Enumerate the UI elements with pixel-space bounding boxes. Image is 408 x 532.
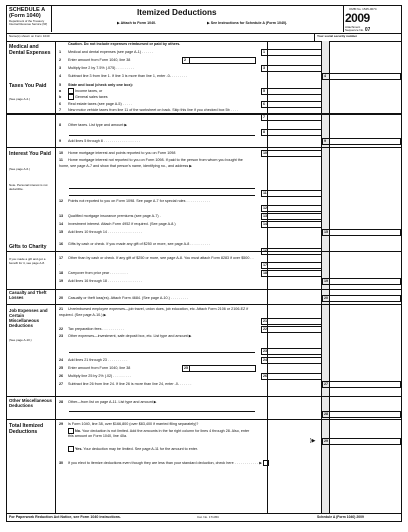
line-3-amount-field[interactable] [268,65,322,72]
line-5a-label: Income taxes, or [75,89,103,93]
line-14-label: Investment interest. Attach Form 4952 if required. (See page A-8.) [68,222,176,226]
line-4-amount-field[interactable] [330,73,401,80]
section-interest [7,148,401,252]
line-26-number-box: 26 [263,374,267,378]
line-8-writein[interactable] [69,135,255,136]
line-24: 24 Add lines 21 through 23 . . . . . . . . . . [59,358,128,362]
line-10: 10 Home mortgage interest and points reported to you on Form 1098 [59,151,176,155]
line-17-number-box: 17 [263,263,267,267]
line-28-amount-field[interactable] [330,411,401,418]
line-24-amount-field[interactable] [268,357,322,364]
line-3-number-box: 3 [261,65,268,72]
line-13-amount-field[interactable] [268,213,322,220]
year-suffix: 09 [357,12,370,24]
line-27-label: Subtract line 26 from line 24. If line 26 is more than line 24, enter -0- . . . . . . [68,382,192,386]
line-12: 12 Points not reported to you on Form 1098. See page A-7 for special rules . . . . . . . . . . . . [59,199,211,203]
line-12-amount-field[interactable] [268,205,322,212]
line-6: 6 Real estate taxes (see page A-5) . . . . . [59,102,132,106]
line-30: 30 If you elect to itemize deductions even though they are less than your standard deduction, check here . . . . . . . . . . . . ▶ [59,460,309,472]
section-casualty [7,290,401,305]
line-23-amount-field[interactable] [268,348,322,355]
section-taxes [7,80,401,148]
jobexp-heading: Job Expenses and Certain Miscellaneous Deductions [9,308,48,328]
line-16: 16 Gifts by cash or check. If you made any gift of $250 or more, see page A-8 . . . . . . . . . . [59,242,210,246]
line-12-label: Points not reported to you on Form 1098. See page A-7 for special rules . . . . . . . . . . . . [68,199,211,203]
line-30-label: If you elect to itemize deductions even though they are less than your standard deduction, check here . . . . . . . . . . . . ▶ [68,460,263,465]
line-19-label: Add lines 16 through 18 . . . . . . . . . . . . . . . . . [68,279,142,283]
line-5-amount-field[interactable] [268,88,322,95]
line-29-yes-text: Your deduction may be limited. See page A-11 for the amount to enter. [83,446,198,451]
interest-note: Note. Personal interest is not deductible. [9,183,48,191]
line-2-label: Enter amount from Form 1040, line 38 [68,58,131,62]
line-23-number-box: 23 [263,349,267,353]
line-27-number-box: 27 [324,382,328,386]
line-10-amount-field[interactable] [268,150,322,157]
line-1-amount-field[interactable] [268,49,322,56]
ssn-label: Your social security number [317,34,358,38]
line-1-number-box: 1 [261,49,268,56]
line-2-number-box: 2 [182,57,190,64]
footer-catalog-number: Cat. No. 17145C [197,515,220,519]
line-11-writein-2[interactable] [69,195,255,196]
line-13: 13 Qualified mortgage insurance premiums (see page A-7) . [59,214,161,218]
interest-subnote: (See page A-6.) [9,167,31,171]
checkbox-30[interactable] [263,460,269,466]
attachment-sequence [345,26,370,33]
medical-caution [59,41,309,47]
line-21-label: Unreimbursed employee expenses—job travel, union dues, job education, etc. Attach Form 2106 or 2106-EZ if required. (See page A-10.) ▶ [59,307,249,317]
checkbox-5b[interactable] [68,94,74,100]
line-29-label: Is Form 1040, line 38, over $166,800 (over $83,400 if married filing separately)? [68,422,199,426]
footer-form-id: Schedule A (Form 1040) 2009 [317,515,364,519]
line-8-amount-field[interactable] [268,129,322,136]
schedule-a-form [6,5,402,522]
taxes-heading: Taxes You Paid [9,83,47,89]
line-20-number-box: 20 [324,296,328,300]
line-23-writein[interactable] [69,352,255,353]
line-5b: b General sales taxes [59,95,108,99]
department-label [9,20,47,26]
checkbox-29-no[interactable] [68,428,74,434]
section-job-expenses [7,305,401,397]
line-10-number-box: 10 [263,151,267,155]
ssn-divider [314,34,315,41]
line-9-number-box: 9 [322,138,330,145]
line-20-label: Casualty or theft loss(es). Attach Form 4684. (See page A-10.) . . . . . . . . . [68,296,189,300]
line-26-label: Multiply line 25 by 2% (.02) . . . . . . . . . [68,374,131,378]
line-15: 15 Add lines 10 through 14 . . . . . . . . . . . . . . . . . [59,230,142,234]
tax-year [345,12,370,24]
line-20: 20 Casualty or theft loss(es). Attach Form 4684. (See page A-10.) . . . . . . . . . [59,296,189,300]
line-29: 29 Is Form 1040, line 38, over $166,800 (over $83,400 if married filing separately)? [59,422,199,426]
line-14: 14 Investment interest. Attach Form 4952 if required. (See page A-8.) [59,222,176,226]
attach-note: ▶ Attach to Form 1040. [117,21,157,25]
line-7: 7 New motor vehicle taxes from line 11 of the worksheet on back. Skip this line if you checked box 5b . . . . [59,108,238,112]
total-heading: Total Itemized Deductions [9,423,44,435]
line-5a: a Income taxes, or [59,89,103,93]
line-28-label: Other—from list on page A-11. List type and amount ▶ [68,400,157,404]
caution-text: Caution. Do not include expenses reimbursed or paid by others. [68,42,181,46]
line-5: 5 State and local (check only one box): [59,83,133,87]
line-15-number-box: 15 [324,230,328,234]
name-label: Name(s) shown on Form 1040 [9,34,50,38]
line-17-amount-field[interactable] [268,262,322,269]
line-7-label: New motor vehicle taxes from line 11 of the worksheet on back. Skip this line if you checked box 5b . . . . [68,108,238,112]
line-23: 23 Other expenses—investment, safe deposit box, etc. List type and amount ▶ [59,334,192,338]
section-total [7,420,401,513]
footer-rule [7,513,401,514]
header-divider-right [343,6,344,32]
line-5-label: State and local (check only one box): [68,83,133,87]
line-15-label: Add lines 10 through 14 . . . . . . . . . . . . . . . . . [68,230,142,234]
form-title: Itemized Deductions [137,8,217,17]
line-21-amount-field[interactable] [268,318,322,325]
line-4-number-box: 4 [322,73,330,80]
line-29-no-label: No. [75,428,81,433]
line-5b-label: General sales taxes [75,95,108,99]
line-24-label: Add lines 21 through 23 . . . . . . . . . . [68,358,128,362]
line-10-label: Home mortgage interest and points reported to you on Form 1098 [68,151,176,155]
sequence-label: Sequence No. [345,28,365,33]
section-gifts [7,241,401,290]
line-29-yes [68,446,254,458]
line-19-amount-field[interactable] [330,278,401,285]
line-11-label: Home mortgage interest not reported to you on Form 1098. If paid to the person from whom you bought the home, see page A-7 and show that person's name, identifying no., and address ▶ [59,158,243,168]
line-17: 17 Other than by cash or check. If any gift of $250 or more, see page A-8. You must attach Form 8283 if over $500 . . . [59,256,254,266]
footer-paperwork-notice: For Paperwork Reduction Act Notice, see Form 1040 instructions. [9,515,121,519]
line-29-no [68,428,254,446]
checkbox-29-yes[interactable] [68,446,74,452]
line-13-label: Qualified mortgage insurance premiums (see page A-7) . [68,214,161,218]
line-8: 8 Other taxes. List type and amount ▶ [59,123,128,127]
line-4-label: Subtract line 3 from line 1. If line 3 is more than line 1, enter -0- . . . . . . . . [68,74,188,78]
line-18: 18 Carryover from prior year . . . . . . . . . [59,271,128,275]
line-3-label: Multiply line 2 by 7.5% (.075) . . . . . . . . . [68,66,134,70]
line-22-amount-field[interactable] [268,326,322,333]
dept-line2: Internal Revenue Service (99) [9,22,48,27]
omb-number: OMB No. 1545-0074 [349,7,377,11]
line-18-number-box: 18 [263,271,267,275]
line-21-number-box: 21 [263,319,267,323]
othermisc-heading: Other Miscellaneous Deductions [9,398,52,408]
attachment-label: Attachment [345,26,361,29]
instructions-note: ▶ See Instructions for Schedule A (Form 1040). [207,21,288,25]
line-19-number-box: 19 [324,279,328,283]
line-25-label: Enter amount from Form 1040, line 38 [68,366,131,370]
line-19: 19 Add lines 16 through 18 . . . . . . . . . . . . . . . . . [59,279,142,283]
casualty-heading: Casualty and Theft Losses [9,290,47,300]
sequence-number: 07 [364,27,371,33]
line-9-amount-field[interactable] [330,138,401,145]
line-7-amount-field[interactable] [268,114,322,121]
line-1: 1 Medical and dental expenses (see page A-1) . . . . . . [59,50,154,54]
schedule-name: SCHEDULE A [9,7,46,13]
line-18-amount-field[interactable] [268,270,322,277]
taxes-subnote: (See page A-2.) [9,97,31,101]
dept-line1: Department of the Treasury [9,20,45,23]
line-28: 28 Other—from list on page A-11. List type and amount ▶ [59,400,157,404]
line-28-writein[interactable] [69,411,255,412]
line-6-number-box: 6 [261,101,268,108]
line-29-arrow-icon: }▶ [310,438,316,444]
line-23-label: Other expenses—investment, safe deposit box, etc. List type and amount ▶ [68,334,192,338]
line-20-amount-field[interactable] [330,295,401,302]
line-8-number-box: 8 [261,129,268,136]
line-24-number-box: 24 [263,358,267,362]
line-26: 26 Multiply line 25 by 2% (.02) . . . . . . . . . [59,374,131,378]
line-9-label: Add lines 5 through 8 . . . . . . . . . . . . . . . . . . [68,139,140,143]
medical-heading: Medical and Dental Expenses [9,44,51,56]
line-25-amount-field[interactable] [190,365,256,372]
line-6-amount-field[interactable] [268,101,322,108]
line-11: 11 Home mortgage interest not reported to you on Form 1098. If paid to the person from whom you bought the home, see page A-7 and show that person's name, identifying no., and address ▶ [59,158,243,168]
line-2: 2 Enter amount from Form 1040, line 38 [59,58,131,62]
line-11-amount-field[interactable] [268,190,322,197]
line-21: 21 Unreimbursed employee expenses—job travel, union dues, job education, etc. Attach Form 2106 or 2106-EZ if required. (See page A-10.) ▶ [59,307,249,317]
line-27-amount-field[interactable] [330,381,401,388]
line-11-writein-1[interactable] [69,188,255,189]
line-11-number-box: 11 [263,191,267,195]
line-2-amount-field[interactable] [190,57,256,64]
line-8-label: Other taxes. List type and amount ▶ [68,123,128,127]
line-5-number-box: 5 [261,88,268,95]
line-3: 3 Multiply line 2 by 7.5% (.075) . . . . . . . . . [59,66,134,70]
form-number: (Form 1040) [9,13,41,19]
line-13-number-box: 13 [263,214,267,218]
line-25: 25 Enter amount from Form 1040, line 38 [59,366,131,370]
line-4: 4 Subtract line 3 from line 1. If line 3 is more than line 1, enter -0- . . . . . . . . [59,74,188,78]
interest-heading: Interest You Paid [9,151,51,157]
year-prefix: 20 [345,12,358,24]
line-22-label: Tax preparation fees . . . . . . . . . . . [68,327,124,331]
line-22: 22 Tax preparation fees . . . . . . . . . . . [59,327,124,331]
line-29-number-box: 29 [324,439,328,443]
line-7-number-box: 7 [261,114,268,121]
line-29-amount-field[interactable] [330,438,401,445]
line-27: 27 Subtract line 26 from line 24. If line 26 is more than line 24, enter -0- . . . . . . [59,382,192,386]
line-17-label: Other than by cash or check. If any gift of $250 or more, see page A-8. You must attach Form 8283 if over $500 . . . [59,256,254,266]
line-28-number-box: 28 [324,412,328,416]
line-6-label: Real estate taxes (see page A-5) . . . . . [68,102,132,106]
line-16-number-box: 16 [263,249,267,253]
schedule-label [9,7,45,19]
line-25-number-box: 25 [184,366,188,370]
header-divider [51,6,52,32]
line-9: 9 Add lines 5 through 8 . . . . . . . . . . . . . . . . . . [59,139,140,143]
line-29-no-text: Your deduction is not limited. Add the amounts in the far right column for lines 4 through 28. Also, enter this amount on Form 1040, line 40a. [68,428,250,439]
section-other-misc [7,397,401,420]
line-15-amount-field[interactable] [330,229,401,236]
line-26-amount-field[interactable] [268,373,322,380]
line-16-label: Gifts by cash or check. If you made any gift of $250 or more, see page A-8 . . . . . . . . . . [68,242,210,246]
line-1-label: Medical and dental expenses (see page A-1) . . . . . . [68,50,154,54]
line-12-number-box: 12 [263,206,267,210]
line-18-label: Carryover from prior year . . . . . . . . . [68,271,128,275]
gifts-heading: Gifts to Charity [9,244,47,250]
line-22-number-box: 22 [263,327,267,331]
jobexp-subnote: (See page A-10.) [9,338,32,342]
gifts-subnote: If you made a gift and got a benefit for it, see page A-8. [9,257,46,265]
line-14-number-box: 14 [263,222,267,226]
line-29-yes-label: Yes. [75,446,83,451]
line-16-amount-field[interactable] [268,248,322,255]
line-14-amount-field[interactable] [268,221,322,228]
